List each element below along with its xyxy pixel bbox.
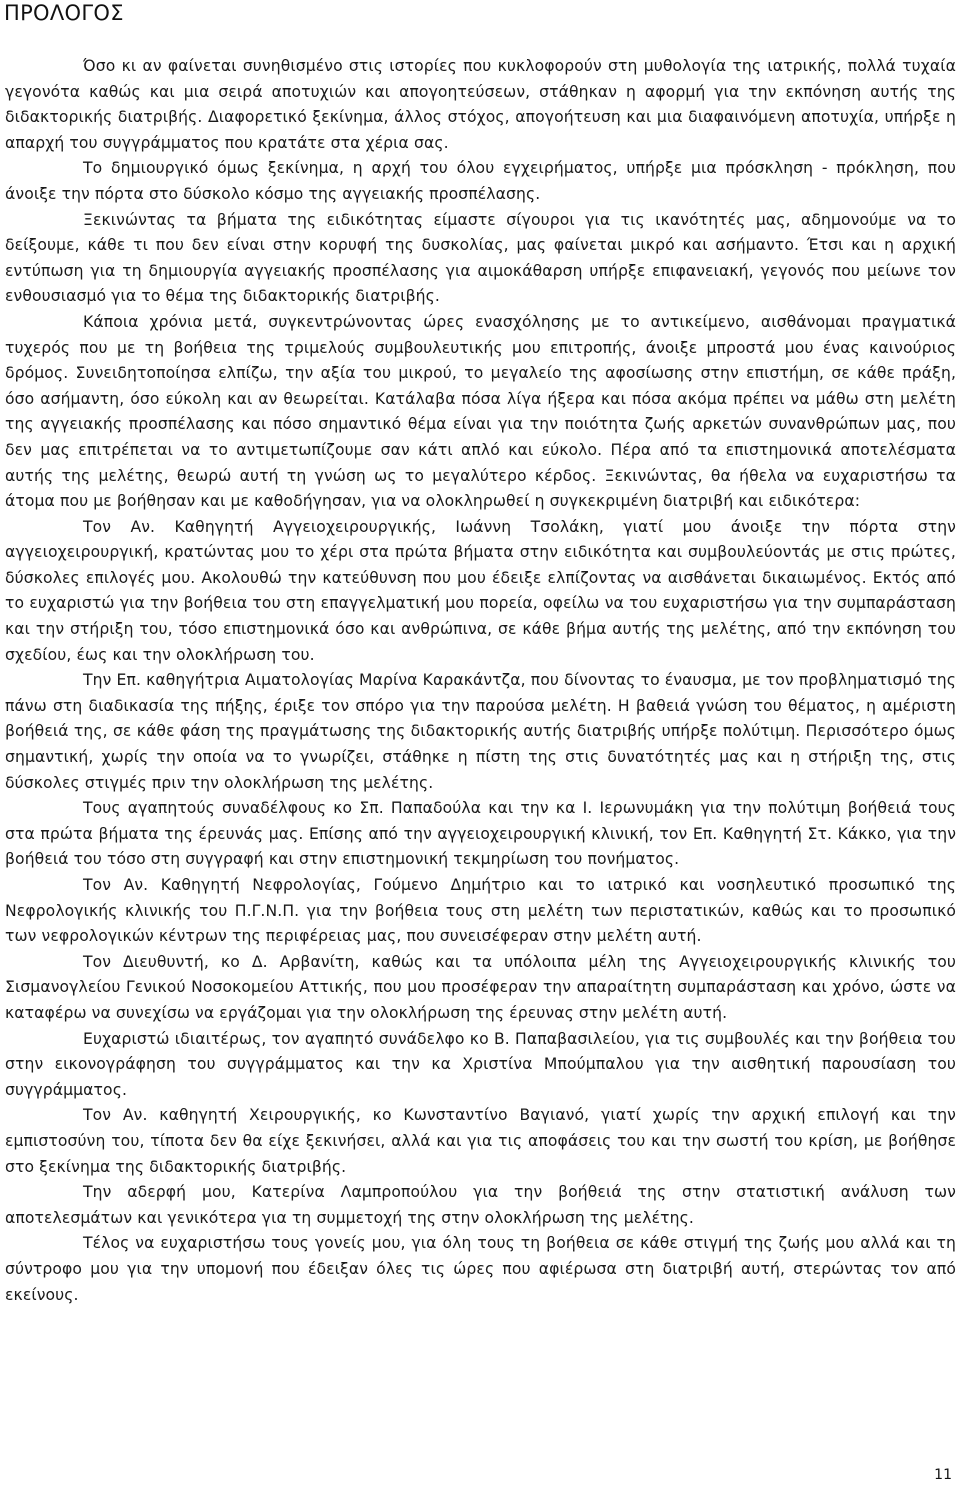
preface-body [5,54,956,1308]
paragraph: Τον Αν. Καθηγητή Νεφρολογίας, Γούμενο Δημήτριο και το ιατρικό και νοσηλευτικό προσωπικό της Νεφρολογικής κλινικής του Π.Γ.Ν.Π. για την βοήθεια τους στη μελέτη των περιστατικών, καθώς και το προσωπικό των νεφρολογικών κέντρων της περιφέρειας μας, που συνεισέφεραν στην μελέτη αυτή. [5,876,956,946]
paragraph: Κάποια χρόνια μετά, συγκεντρώνοντας ώρες ενασχόλησης με το αντικείμενο, αισθάνομαι πραγματικά τυχερός που με τη βοήθεια της τριμελούς συμβουλευτικής μου επιτροπής, άνοιξε μπροστά μου ένας καινούριος δρόμος. Συνειδητοποίησα ελπίζω, την αξία του μικρού, το μεγαλείο της αφοσίωσης στην επιστήμη, σε κάθε πράξη, όσο ασήμαντη, όσο εύκολη και αν θεωρείται. Κατάλαβα πόσα λίγα ήξερα και πόσα ακόμα πρέπει να μάθω στη μελέτη της αγγειακής προσπέλασης και πόσο σημαντικό θέμα είναι για την ποιότητα ζωής αρκετών συνανθρώπων μας, που δεν μας επιτρέπεται να το αντιμετωπίζουμε σαν κάτι απλό και εύκολο. Πέρα από τα επιστημονικά αποτελέσματα αυτής της μελέτης, θεωρώ αυτή τη γνώση ως το μεγαλύτερο κέρδος. Ξεκινώντας, θα ήθελα να ευχαριστήσω τα άτομα που με βοήθησαν και με καθοδήγησαν, για να ολοκληρωθεί η συγκεκριμένη διατριβή και ειδικότερα: [5,312,956,511]
paragraph: Τον Αν. καθηγητή Χειρουργικής, κο Κωνσταντίνο Βαγιανό, γιατί χωρίς την αρχική επιλογή και την εμπιστοσύνη του, τίποτα δεν θα είχε ξεκινήσει, αλλά και για τις αποφάσεις του και την σωστή του κρίση, με βοήθησε στο ξεκίνημα της διδακτορικής διατριβής. [5,1106,956,1176]
paragraph: Όσο κι αν φαίνεται συνηθισμένο στις ιστορίες που κυκλοφορούν στη μυθολογία της ιατρικής, πολλά τυχαία γεγονότα καθώς και μια σειρά αποτυχιών και απογοητεύσεων, στάθηκαν η αφορμή για την εκπόνηση αυτής της διδακτορικής διατριβής. Διαφορετικό ξεκίνημα, άλλος στόχος, απογοήτευση και μια διαφαινόμενη αποτυχία, υπήρξε η απαρχή του συγγράμματος που κρατάτε στα χέρια σας. [5,57,956,152]
paragraph: Τον Διευθυντή, κο Δ. Αρβανίτη, καθώς και τα υπόλοιπα μέλη της Αγγειοχειρουργικής κλινικής του Σισμανογλείου Γενικού Νοσοκομείου Αττικής, που μου προσέφεραν την απαραίτητη συμπαράσταση και χρόνο, ώστε να καταφέρω να συνεχίσω να εργάζομαι για την ολοκλήρωση της έρευνας στην μελέτη αυτή. [5,952,956,1022]
paragraph: Τέλος να ευχαριστήσω τους γονείς μου, για όλη τους τη βοήθεια σε κάθε στιγμή της ζωής μου αλλά και τη σύντροφο μου για την υπομονή που έδειξαν όλες τις ώρες που αφιέρωσα στη διατριβή αυτή, στερώντας τον από εκείνους. [5,1234,956,1304]
paragraph: Την αδερφή μου, Κατερίνα Λαμπροπούλου για την βοήθειά της στην στατιστική ανάλυση των αποτελεσμάτων και γενικότερα για τη συμμετοχή της στην ολοκλήρωση της μελέτης. [5,1183,956,1227]
page-number: 11 [934,1467,952,1483]
paragraph: Το δημιουργικό όμως ξεκίνημα, η αρχή του όλου εγχειρήματος, υπήρξε μια πρόσκληση - πρόκληση, που άνοιξε την πόρτα στο δύσκολο κόσμο της αγγειακής προσπέλασης. [5,159,956,203]
paragraph: Την Επ. καθηγήτρια Αιματολογίας Μαρίνα Καρακάντζα, που δίνοντας το έναυσμα, με τον προβληματισμό της πάνω στη διαδικασία της πήξης, έριξε τον σπόρο για την παρούσα μελέτη. Η βαθειά γνώση του θέματος, η αμέριστη βοήθειά της, σε κάθε φάση της πραγμάτωσης της διδακτορικής αυτής διατριβής υπήρξε πολύτιμη. Περισσότερο όμως σημαντική, χωρίς την οποία να το γνωρίζει, στάθηκε η πίστη της στις δυνατότητές μας και η στήριξη της, στις δύσκολες στιγμές πριν την ολοκλήρωση της μελέτης. [5,671,956,792]
paragraph: Ξεκινώντας τα βήματα της ειδικότητας είμαστε σίγουροι για τις ικανότητές μας, αδημονούμε να το δείξουμε, κάθε τι που δεν είναι στην κορυφή της δυσκολίας, μας φαίνεται μικρό και ασήμαντο. Έτσι και η αρχική εντύπωση για τη δημιουργία αγγειακής προσπέλασης για αιμοκάθαρση υπήρξε επιφανειακή, γεγονός που μείωνε τον ενθουσιασμό για το θέμα της διδακτορικής διατριβής. [5,210,956,306]
paragraph: Ευχαριστώ ιδιαιτέρως, τον αγαπητό συνάδελφο κο Β. Παπαβασιλείου, για τις συμβουλές και την βοήθεια του στην εικονογράφηση του συγγράμματος και την κα Χριστίνα Μπούμπαλου για την αισθητική παρουσίαση του συγγράμματος. [5,1029,956,1099]
paragraph: Τους αγαπητούς συναδέλφους κο Σπ. Παπαδούλα και την κα Ι. Ιερωνυμάκη για την πολύτιμη βοήθειά τους στα πρώτα βήματα της έρευνάς μας. Επίσης από την αγγειοχειρουργική κλινική, τον Επ. Καθηγητή Στ. Κάκκο, για την βοήθειά του τόσο στη συγγραφή και στην επιστημονική τεκμηρίωση του πονήματος. [5,799,956,869]
page-title: ΠΡΟΛΟΓΟΣ [4,1,124,25]
paragraph: Τον Αν. Καθηγητή Αγγειοχειρουργικής, Ιωάννη Τσολάκη, γιατί μου άνοιξε την πόρτα στην αγγειοχειρουργική, κρατώντας μου το χέρι στα πρώτα βήματα στην ειδικότητα και συμβουλεύοντάς με στις πρώτες, δύσκολες επιλογές μου. Ακολουθώ την κατεύθυνση που μου έδειξε ελπίζοντας να αισθάνεται δικαιωμένος. Εκτός από το ευχαριστώ για την βοήθεια του στη επαγγελματική μου πορεία, οφείλω να του ευχαριστήσω για την συμπαράσταση και την στήριξη του, τόσο επιστημονικά όσο και ανθρώπινα, σε κάθε βήμα αυτής της μελέτης, από την εκπόνηση του σχεδίου, έως και την ολοκλήρωση του. [5,517,956,664]
